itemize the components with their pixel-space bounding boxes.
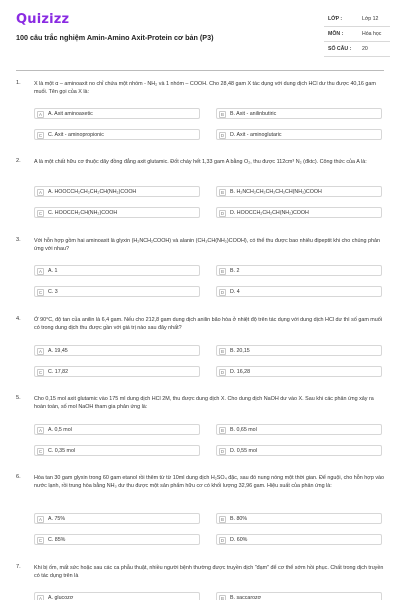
meta-key: LỚP : — [328, 16, 343, 22]
option-label: B. Axit - anilinbutiric — [230, 111, 277, 117]
option-a[interactable] — [34, 108, 200, 119]
option-letter-box: D — [220, 369, 225, 375]
option-letter-box: B — [219, 189, 226, 196]
option-b[interactable] — [216, 592, 382, 600]
question-number: 4. — [16, 316, 21, 322]
question-text: Với hỗn hợp gồm hai aminoaxit là glyxin (H₂NCH₂COOH) và alanin (CH₃CH(NH₂)COOH), có thể thu được bao nhiêu đipeptit khi cho chúng phản ứng với nhau? — [34, 238, 380, 253]
meta-row-count — [324, 42, 390, 57]
option-label: A. Axit aminoaxetic — [48, 111, 93, 117]
option-letter-box: C — [38, 289, 43, 295]
option-d[interactable] — [216, 445, 382, 456]
option-d[interactable] — [216, 366, 382, 377]
question-number: 5. — [16, 395, 21, 401]
option-letter-box: B — [219, 516, 226, 523]
option-b[interactable] — [216, 345, 382, 356]
option-a[interactable] — [34, 265, 200, 276]
question-number: 1. — [16, 80, 21, 86]
option-label: C. 3 — [48, 289, 58, 295]
option-letter-box: B — [219, 268, 226, 275]
option-letter-box: A — [37, 111, 44, 118]
question-text: Cho 0,15 mol axit glutamic vào 175 ml dung dịch HCl 2M, thu được dung dịch X. Cho dung dịch NaOH dư vào X. Sau khi các phản ứng xảy ra hoàn toàn, số mol NaOH tham gia phản ứng là: — [34, 396, 374, 411]
option-letter-box: B — [219, 111, 226, 118]
option-label: B. 0,65 mol — [230, 427, 257, 433]
option-letter-box: A — [37, 348, 44, 355]
option-c[interactable] — [34, 129, 200, 140]
option-c[interactable] — [34, 207, 200, 218]
question-text: Hòa tan 30 gam glyxin trong 60 gam etanol rồi thêm từ từ 10ml dung dịch H₂SO₄ đặc, sau đó nung nóng một thời gian. Để nguội, cho hỗn hợp vào nước lạnh, rồi trung hòa bằng NH₃ dư thu được một sản phẩm hữu cơ có khối lượng 32,96 gam. Hiệu suất của phản ứng là: — [34, 475, 385, 490]
option-b[interactable] — [216, 424, 382, 435]
quizizz-logo: Quizizz — [16, 12, 70, 27]
option-letter-box: A — [37, 516, 44, 523]
option-label: B. 80% — [230, 516, 248, 522]
page-title: 100 câu trắc nghiệm Amin-Amino Axit-Protein cơ bản (P3) — [16, 33, 214, 42]
option-label: A. 0,5 mol — [48, 427, 72, 433]
option-letter-box: C — [38, 369, 43, 375]
option-b[interactable] — [216, 108, 382, 119]
meta-value: Lớp 12 — [362, 16, 379, 22]
question-text: X là một α – aminoaxit no chỉ chứa một nhóm - NH₂ và 1 nhóm – COOH. Cho 28,48 gam X tác dụng với dung dịch HCl dư thu được 40,16 gam muối. Tên gọi của X là: — [34, 81, 376, 96]
option-letter-box: B — [219, 595, 226, 600]
option-label: C. 0,35 mol — [48, 448, 76, 454]
option-d[interactable] — [216, 534, 382, 545]
option-letter-box: D — [220, 210, 225, 216]
option-a[interactable] — [34, 345, 200, 356]
option-label: A. 19,45 — [48, 348, 68, 354]
option-c[interactable] — [34, 534, 200, 545]
option-label: D. 4 — [230, 289, 240, 295]
option-letter-box: C — [38, 448, 43, 454]
option-letter-box: C — [38, 210, 43, 216]
question-number: 6. — [16, 474, 21, 480]
meta-value: 20 — [362, 46, 368, 52]
meta-row-subject — [324, 27, 390, 42]
meta-table — [324, 12, 390, 57]
option-c[interactable] — [34, 366, 200, 377]
option-c[interactable] — [34, 445, 200, 456]
option-d[interactable] — [216, 129, 382, 140]
question-text: Ở 90°C, độ tan của anilin là 6,4 gam. Nếu cho 212,8 gam dung dịch anilin bão hòa ở nhiệt độ trên tác dụng với dung dịch HCl dư thì số gam muối có trong dung dịch thu được gần với giá trị nào sau đây nhất? — [34, 317, 382, 332]
option-d[interactable] — [216, 207, 382, 218]
header-divider — [16, 70, 384, 71]
question-number: 3. — [16, 237, 21, 243]
option-b[interactable] — [216, 265, 382, 276]
option-letter-box: B — [219, 427, 226, 434]
option-letter-box: A — [37, 595, 44, 600]
option-label: D. 60% — [230, 537, 248, 543]
option-letter-box: A — [37, 189, 44, 196]
option-letter-box: B — [219, 348, 226, 355]
option-letter-box: A — [37, 268, 44, 275]
option-label: B. saccarozơ — [230, 595, 262, 600]
question-number: 2. — [16, 158, 21, 164]
option-label: C. Axit - aminopropionic — [48, 132, 104, 138]
option-label: A. 1 — [48, 268, 58, 274]
option-a[interactable] — [34, 592, 200, 600]
option-c[interactable] — [34, 286, 200, 297]
option-label: B. H₂NCH₂CH₂CH₂CH₂CH(NH₂)COOH — [230, 189, 322, 195]
option-a[interactable] — [34, 513, 200, 524]
option-label: C. 85% — [48, 537, 66, 543]
option-letter-box: D — [220, 537, 225, 543]
option-label: D. 0,55 mol — [230, 448, 258, 454]
option-letter-box: C — [38, 132, 43, 138]
meta-key: SỐ CÂU : — [328, 46, 352, 52]
question-text: Khi bị ốm, mất sức hoặc sau các ca phẫu thuật, nhiều người bệnh thường được truyền dịch "đạm" để cơ thể sớm hồi phục. Chất trong dịch truyền có tác dụng trên là — [34, 565, 384, 580]
meta-key: MÔN : — [328, 31, 344, 37]
option-b[interactable] — [216, 513, 382, 524]
option-letter-box: A — [37, 427, 44, 434]
meta-value: Hóa học — [362, 31, 382, 37]
option-a[interactable] — [34, 186, 200, 197]
option-label: D. HOOCCH₂CH₂CH(NH₂)COOH — [230, 210, 309, 216]
option-label: B. 20,15 — [230, 348, 250, 354]
option-label: C. HOOCCH₂CH(NH₂)COOH — [48, 210, 118, 216]
option-label: A. 75% — [48, 516, 66, 522]
option-label: B. 2 — [230, 268, 240, 274]
option-a[interactable] — [34, 424, 200, 435]
option-letter-box: C — [38, 537, 43, 543]
option-letter-box: D — [220, 448, 225, 454]
option-label: D. Axit - aminoglutaric — [230, 132, 282, 138]
option-label: C. 17,82 — [48, 369, 69, 375]
option-label: A. glucozơ — [48, 595, 74, 600]
option-letter-box: D — [220, 289, 225, 295]
option-label: A. HOOCCH₂CH₂CH₂CH(NH₂)COOH — [48, 189, 137, 195]
question-number: 7. — [16, 564, 21, 570]
page-header — [0, 0, 400, 64]
option-label: D. 16,28 — [230, 369, 251, 375]
option-b[interactable] — [216, 186, 382, 197]
option-d[interactable] — [216, 286, 382, 297]
option-letter-box: D — [220, 132, 225, 138]
meta-row-class — [324, 12, 390, 27]
question-text: A là một chất hữu cơ thuộc dãy đồng đẳng axit glutamic. Đốt cháy hết 1,33 gam A bằng O₂, thu được 112cm³ N₂ (đktc). Công thức của A là: — [34, 159, 367, 165]
